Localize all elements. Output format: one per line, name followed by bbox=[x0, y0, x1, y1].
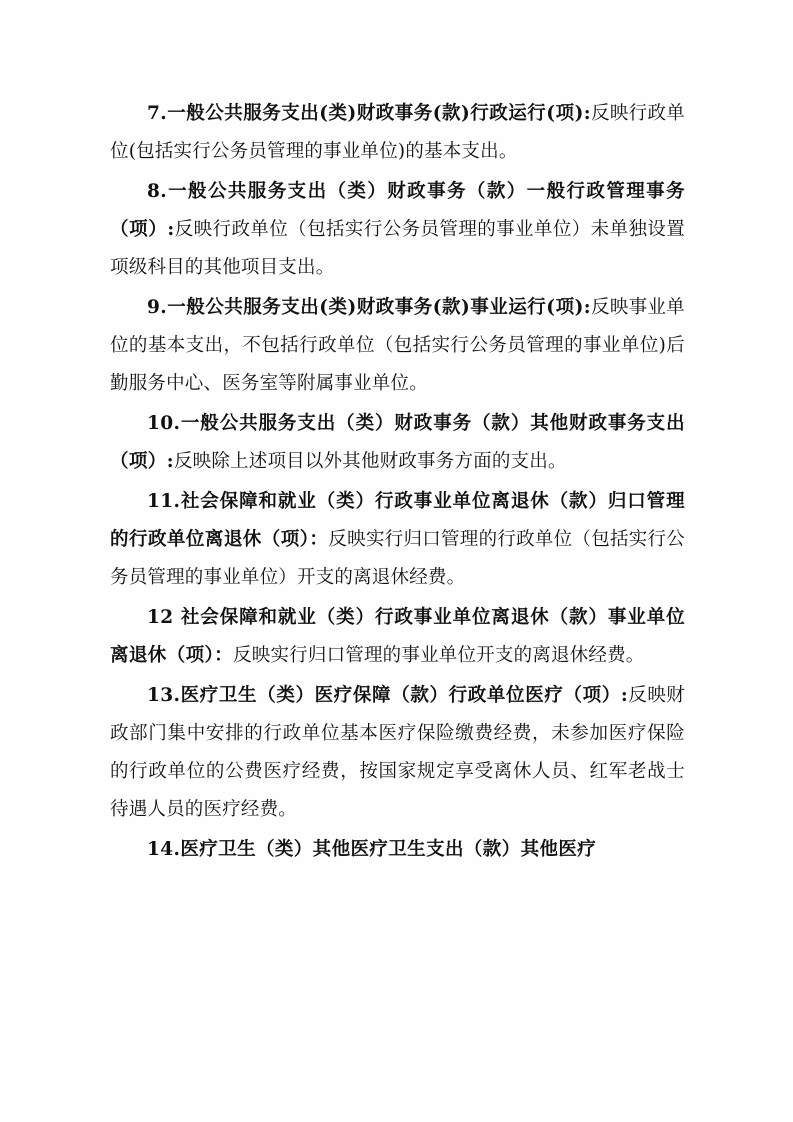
paragraph-body: 反映行政单位（包括实行公务员管理的事业单位）未单独设置项级科目的其他项目支出。 bbox=[110, 219, 685, 278]
paragraph-lead: 8.一般公共服务支出（类）财政事务（款）一般行政管理事务（项）: bbox=[110, 181, 685, 240]
paragraph-body: 反映除上述项目以外其他财政事务方面的支出。 bbox=[173, 451, 567, 472]
paragraph-item-12 bbox=[110, 599, 685, 675]
paragraph-body: 反映实行归口管理的行政单位（包括实行公务员管理的事业单位）开支的离退休经费。 bbox=[110, 529, 685, 588]
paragraph-lead: 10.一般公共服务支出（类）财政事务（款）其他财政事务支出（项）: bbox=[110, 413, 685, 472]
paragraph-lead: 11.社会保障和就业（类）行政事业单位离退休（款）归口管理的行政单位离退休（项）： bbox=[110, 491, 685, 550]
paragraph-lead: 12 社会保障和就业（类）行政事业单位离退休（款）事业单位离退休（项）： bbox=[110, 607, 685, 666]
paragraph-item-13 bbox=[110, 677, 685, 829]
paragraph-lead: 7.一般公共服务支出(类)财政事务(款)行政运行(项): bbox=[147, 103, 591, 124]
paragraph-body: 反映事业单位的基本支出，不包括行政单位（包括实行公务员管理的事业单位)后勤服务中心、医务室等附属事业单位。 bbox=[110, 297, 685, 394]
paragraph-item-10 bbox=[110, 405, 685, 481]
paragraph-lead: 13.医疗卫生（类）医疗保障（款）行政单位医疗（项）: bbox=[147, 685, 629, 706]
paragraph-lead: 14.医疗卫生（类）其他医疗卫生支出（款）其他医疗 bbox=[147, 839, 597, 860]
paragraph-body: 反映财政部门集中安排的行政单位基本医疗保险缴费经费，未参加医疗保险的行政单位的公费医疗经费，按国家规定享受离休人员、红军老战士待遇人员的医疗经费。 bbox=[110, 685, 685, 820]
paragraph-lead: 9.一般公共服务支出(类)财政事务(款)事业运行(项): bbox=[147, 297, 591, 318]
paragraph-item-14 bbox=[110, 831, 685, 869]
paragraph-item-7 bbox=[110, 95, 685, 171]
paragraph-item-11 bbox=[110, 483, 685, 597]
paragraph-body: 反映行政单位(包括实行公务员管理的事业单位)的基本支出。 bbox=[110, 103, 685, 162]
paragraph-item-8 bbox=[110, 173, 685, 287]
paragraph-body: 反映实行归口管理的事业单位开支的离退休经费。 bbox=[233, 645, 645, 666]
paragraph-item-9 bbox=[110, 289, 685, 403]
